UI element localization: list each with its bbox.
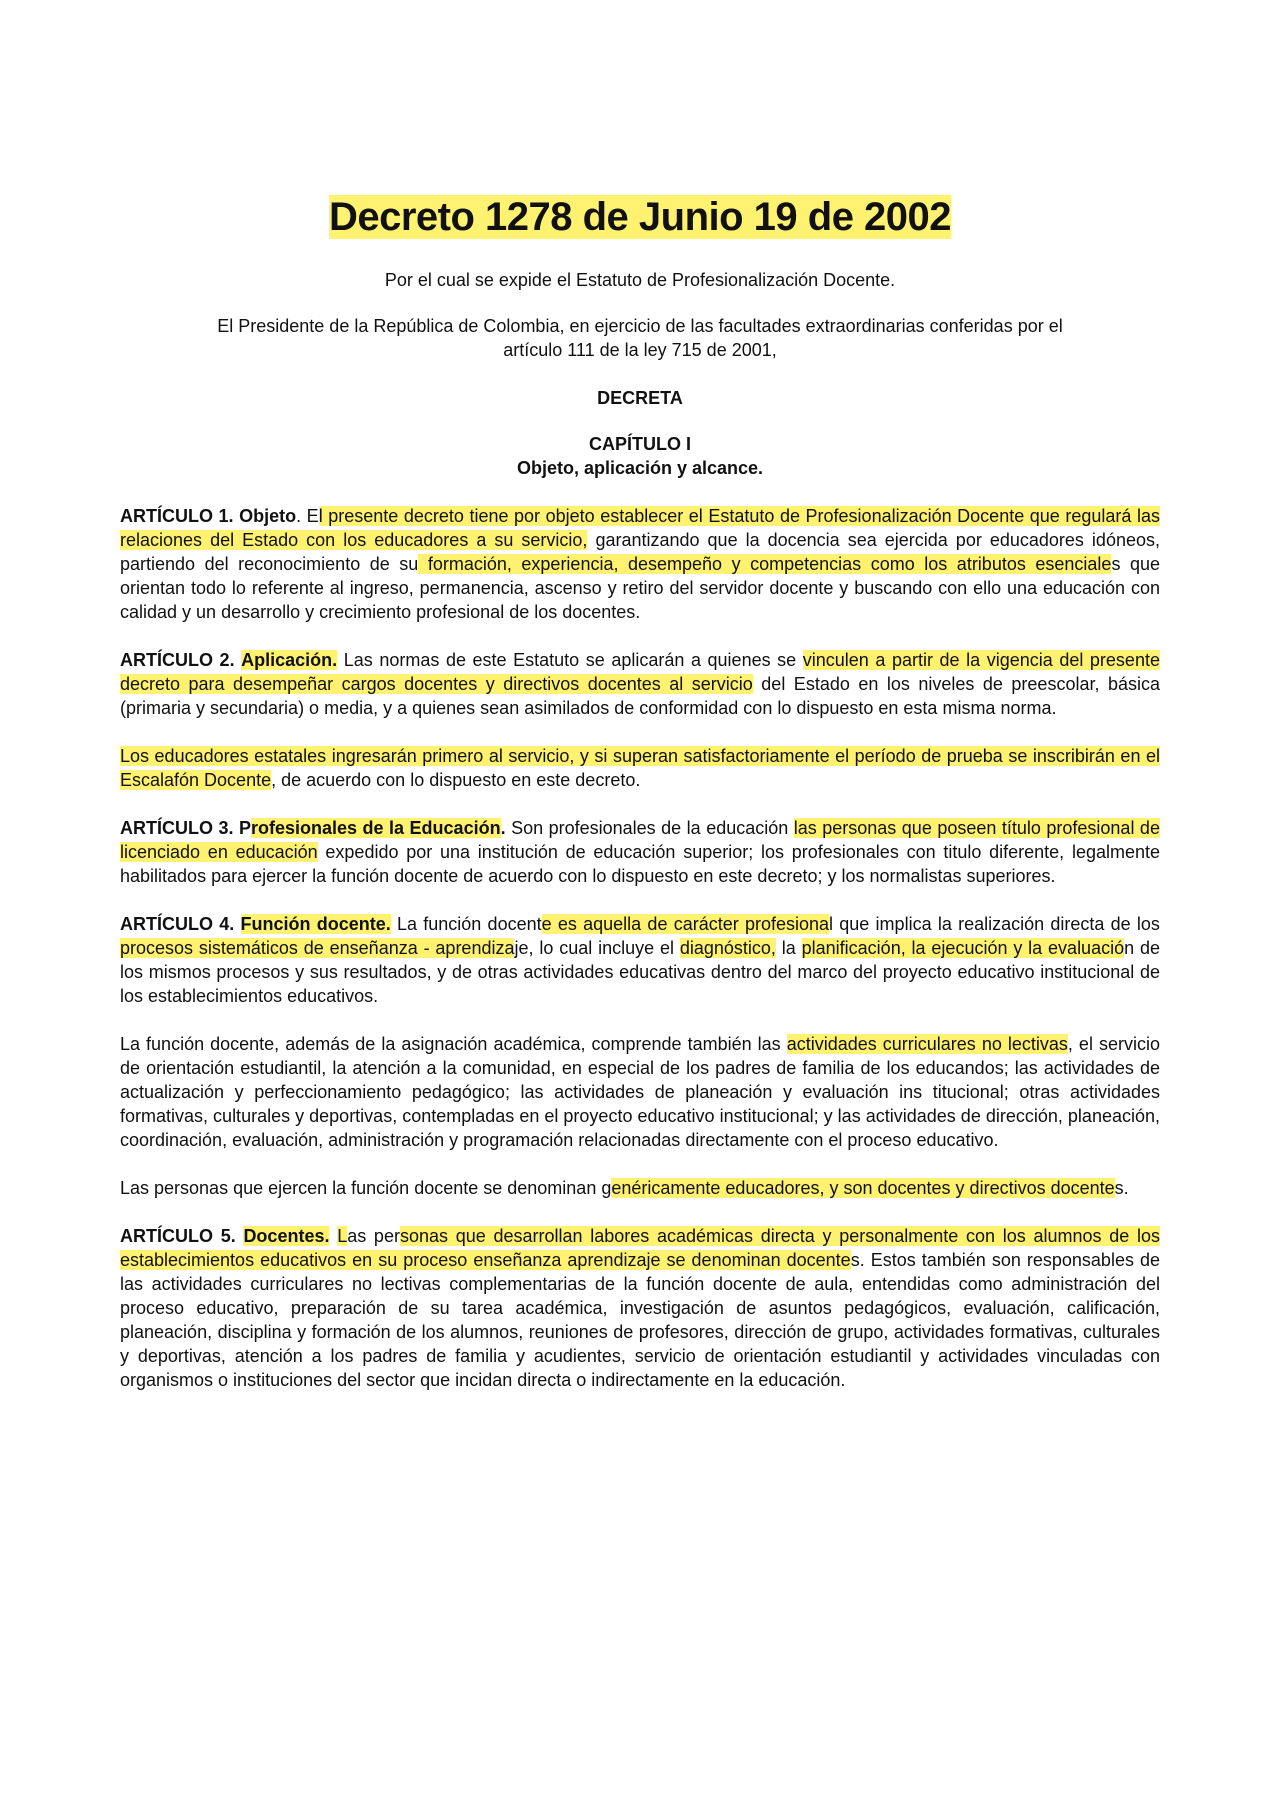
article-text: , el servicio de orientación estudiantil, la atención a la comunidad, en especial de los padres de familia de los educandos; las actividades de actualización y perfeccionamiento pedagógico; las actividades de planeación y evaluación ins titucional; otras actividades formativas, culturales y deportivas, contempladas en el proyecto educativo institucional; y las actividades de dirección, planeación, coordinación, evaluación, administración y programación relacionadas directamente con el proceso educativo. (120, 1034, 1160, 1150)
article-text: garantizando que la docencia sea ejercida por educadores idóneos, partiendo del reconocimiento de su (120, 530, 1160, 574)
highlighted-text: vinculen a partir de la vigencia del presente decreto para desempeñar cargos docentes y directivos docentes al servicio (120, 650, 1160, 694)
chapter-title: Objeto, aplicación y alcance. (516, 458, 764, 478)
article-4-paragraph-2 (120, 1032, 1160, 1152)
article-text: la (775, 938, 802, 958)
article-heading: rofesionales de la Educación (251, 818, 501, 838)
article-text: l que implica la realización directa de los (829, 914, 1160, 934)
article-text: s. (1114, 1178, 1129, 1198)
article-text: Son profesionales de la educación (505, 818, 794, 838)
article-text: s. Estos también son responsables de las actividades curriculares no lectivas complementarias de la función docente de aula, entendidas como administración del proceso educativo, preparación de su tarea académica, investigación de asuntos pedagógicos, evaluación, calificación, planeación, disciplina y formación de los alumnos, reuniones de profesores, dirección de grupo, actividades formativas, culturales y deportivas, atención a los padres de familia y acudientes, servicio de orientación estudiantil y actividades vinculadas con organismos o instituciones del sector que incidan directa o indirectamente en la educación. (120, 1250, 1160, 1390)
article-heading-initial: P (239, 818, 252, 838)
article-1 (120, 504, 1160, 624)
article-heading-period: . (500, 818, 506, 838)
article-label: ARTÍCULO 2. (120, 650, 235, 670)
article-2-paragraph-2 (120, 744, 1160, 792)
article-text: . E (296, 506, 319, 526)
highlighted-text: L (337, 1226, 348, 1246)
chapter-number: CAPÍTULO I (589, 434, 691, 454)
document-title-text: Decreto 1278 de Junio 19 de 2002 (328, 195, 952, 239)
article-text: Las normas de este Estatuto se aplicarán a quienes se (337, 650, 803, 670)
document-title (0, 193, 1280, 241)
article-text: n de los mismos procesos y sus resultados, y de otras actividades educativas dentro del marco del proyecto educativo institucional de los establecimientos educativos. (120, 938, 1160, 1006)
article-heading: Aplicación. (241, 650, 338, 670)
article-heading: Docentes. (243, 1226, 330, 1246)
article-text: La función docente, además de la asignación académica, comprende también las (120, 1034, 787, 1054)
highlighted-text: diagnóstico, (679, 938, 776, 958)
document-body (120, 504, 1160, 1416)
highlighted-text: las personas que poseen título profesional de licenciado en educación (120, 818, 1160, 862)
highlighted-text: l presente decreto tiene por objeto establecer el Estatuto de Profesionalización Docente que regulará las relaciones del Estado con los educadores a su servicio, (120, 506, 1160, 550)
document-subtitle: Por el cual se expide el Estatuto de Profesionalización Docente. (384, 270, 896, 290)
article-2 (120, 648, 1160, 720)
highlighted-text: planificación, la ejecución y la evaluació (801, 938, 1125, 958)
article-4 (120, 912, 1160, 1008)
highlighted-text: Los educadores estatales ingresarán primero al servicio, y si superan satisfactoriamente el período de prueba se inscribirán en el Escalafón Docente (120, 746, 1160, 790)
article-label: ARTÍCULO 1. (120, 506, 234, 526)
highlighted-text: e es aquella de carácter profesiona (541, 914, 830, 934)
article-text: del Estado en los niveles de preescolar, básica (primaria y secundaria) o media, y a quienes sean asimilados de conformidad con lo dispuesto en esta misma norma. (120, 674, 1160, 718)
article-label: ARTÍCULO 5. (120, 1226, 236, 1246)
decreta-heading: DECRETA (597, 388, 683, 408)
article-label: ARTÍCULO 4. (120, 914, 235, 934)
article-text: je, lo cual incluye el (514, 938, 680, 958)
preamble-line-2: artículo 111 de la ley 715 de 2001, (503, 340, 777, 360)
article-5 (120, 1224, 1160, 1392)
highlighted-text: enéricamente educadores, y son docentes y directivos docente (611, 1178, 1115, 1198)
highlighted-text: formación, experiencia, desempeño y competencias como los atributos esenciale (418, 554, 1112, 574)
highlighted-text: procesos sistemáticos de enseñanza - aprendiza (120, 938, 515, 958)
article-3 (120, 816, 1160, 888)
article-heading: Objeto (239, 506, 297, 526)
article-4-paragraph-3 (120, 1176, 1160, 1200)
article-text: Las personas que ejercen la función docente se denominan g (120, 1178, 612, 1198)
article-text: expedido por una institución de educación superior; los profesionales con titulo diferente, legalmente habilitados para ejercer la función docente de acuerdo con lo dispuesto en este decreto; y los normalistas superiores. (120, 842, 1160, 886)
highlighted-text: actividades curriculares no lectivas (786, 1034, 1068, 1054)
article-heading: Función docente. (240, 914, 391, 934)
article-text: , de acuerdo con lo dispuesto en este decreto. (271, 770, 641, 790)
article-label: ARTÍCULO 3. (120, 818, 234, 838)
article-text: s que orientan todo lo referente al ingreso, permanencia, ascenso y retiro del servidor docente y buscando con ello una educación con calidad y un desarrollo y crecimiento profesional de los docentes. (120, 554, 1161, 622)
article-text: La función docent (390, 914, 542, 934)
highlighted-text: sonas que desarrollan labores académicas directa y personalmente con los alumnos de los establecimientos educativos en su proceso enseñanza aprendizaje se denominan docente (120, 1226, 1160, 1270)
preamble-line-1: El Presidente de la República de Colombia, en ejercicio de las facultades extraordinarias conferidas por el (217, 316, 1063, 336)
article-text: as per (347, 1226, 400, 1246)
